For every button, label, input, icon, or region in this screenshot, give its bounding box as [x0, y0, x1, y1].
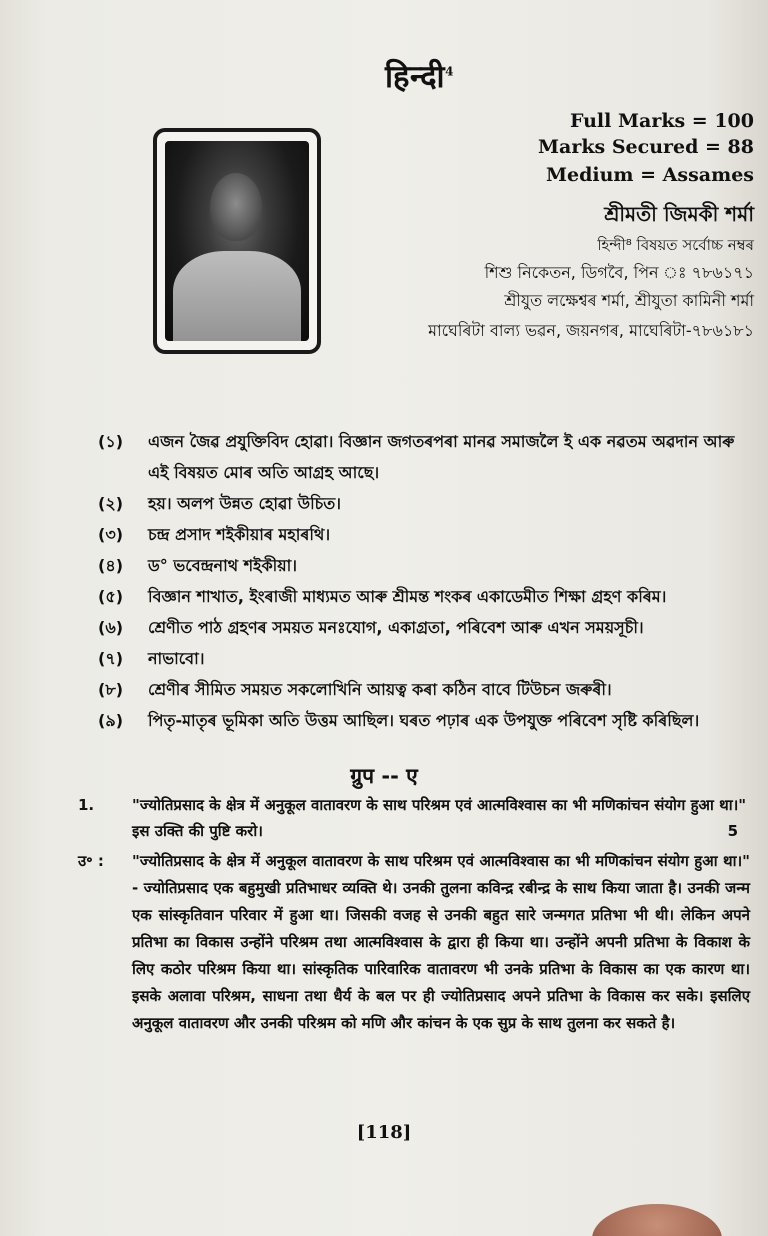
interview-answers: [98, 426, 758, 736]
answer-text: বিজ্ঞান শাখাত, ইংৰাজী মাধ্যমত আৰু শ্ৰীমন্ত শংকৰ একাডেমীত শিক্ষা গ্ৰহণ কৰিম।: [148, 587, 667, 606]
answer-text: চন্দ্ৰ প্ৰসাদ শইকীয়াৰ মহাৰথি।: [148, 525, 331, 544]
subject-title-superscript: 4: [445, 64, 454, 79]
solution-label: उ॰ :: [78, 852, 104, 870]
answer-text: হয়। অলপ উন্নত হোৱা উচিত।: [148, 494, 342, 513]
answer-text: নাভাবো।: [148, 649, 205, 668]
question-text: "ज्योतिप्रसाद के क्षेत्र में अनुकूल वातावरण के साथ परिश्रम एवं आत्मविश्वास का भी मणिकांचन संयोग हुआ था।" इस उक्ति की पुष्टि करो।: [132, 796, 747, 840]
full-marks: Full Marks = 100: [569, 110, 754, 132]
student-school: শিশু নিকেতন, ডিগবৈ, পিন ঃ ৭৮৬১৭১: [484, 263, 754, 282]
solution-text: "ज्योतिप्रसाद के क्षेत्र में अनुकूल वातावरण के साथ परिश्रम एवं आत्मविश्वास का भी मणिकांचन संयोग हुआ था।" - ज्योतिप्रसाद एक बहुमुखी प्रतिभाधर व्यक्ति थे। उनकी तुलना कविन्द्र रबीन्द्र के साथ किया जाता है। उनकी जन्म एक सांस्कृतिवान परिवार में हुआ था। जिसकी वजह से उनकी बहुत सारे जन्मगत प्रतिभा भी थी। लेकिन अपने प्रतिभा का विकास उन्होंने परिश्रम तथा आत्मविश्वास के द्वारा ही किया था। उन्होंने अपनी प्रतिभा के विकाश के लिए कठोर परिश्रम किया था। सांस्कृतिक पारिवारिक वातावरण भी उनके प्रतिभा के विकास का एक कारण था। इसके अलावा परिश्रम, साधना तथा धैर्य के बल पर ही ज्योतिप्रसाद अपने प्रतिभा के विकास कर सके। इसलिए अनुकूल वातावरण और उनकी परिश्रम को मणि और कांचन के एक सुप्र के साथ तुलना कर सकते है।: [132, 852, 750, 1032]
student-photo: [165, 141, 309, 341]
question-block: [78, 792, 750, 844]
thumb-image: [592, 1204, 722, 1236]
subject-title-text: हिन्दी: [385, 59, 446, 95]
subject-title: [385, 55, 454, 97]
answer-item: [98, 488, 758, 519]
answer-item: [98, 581, 758, 612]
answer-item: [98, 612, 758, 643]
answer-text: ড° ভবেন্দ্ৰনাথ শইকীয়া।: [148, 556, 298, 575]
answer-item: [98, 643, 758, 674]
student-photo-frame: [153, 128, 321, 354]
student-achievement: হিন্দী⁸ বিষয়ত সৰ্বোচ্চ নম্বৰ: [597, 236, 754, 254]
student-address: মাঘেৰিটা বাল্য ভৱন, জয়নগৰ, মাঘেৰিটা-৭৮৬১৮১: [428, 321, 754, 340]
page-number: [118]: [356, 1122, 412, 1143]
answer-item: [98, 426, 758, 488]
question-number: 1.: [78, 796, 95, 814]
marks-block: [538, 108, 754, 160]
solution-block: [78, 848, 750, 1037]
student-name: শ্ৰীমতী জিমকী শৰ্মা: [604, 202, 754, 226]
marks-secured: Marks Secured = 88: [538, 136, 754, 158]
answer-number: (৮): [98, 680, 124, 699]
answer-number: (৬): [98, 618, 124, 637]
answer-text: শ্ৰেণীত পাঠ গ্ৰহণৰ সময়ত মনঃযোগ, একাগ্ৰতা, পৰিবেশ আৰু এখন সময়সূচী।: [148, 618, 644, 637]
answer-item: [98, 674, 758, 705]
medium: Medium = Assames: [545, 164, 754, 186]
answer-item: [98, 705, 758, 736]
answer-item: [98, 519, 758, 550]
student-parents: শ্ৰীযুত লক্ষেশ্বৰ শৰ্মা, শ্ৰীযুতা কামিনী শৰ্মা: [504, 291, 754, 310]
answer-item: [98, 550, 758, 581]
answer-number: (৪): [98, 556, 124, 575]
photo-shirt: [173, 251, 301, 341]
answer-number: (৭): [98, 649, 124, 668]
answer-number: (২): [98, 494, 124, 513]
question-marks: 5: [727, 822, 738, 840]
answer-text: শ্ৰেণীৰ সীমিত সময়ত সকলোখিনি আয়ত্ব কৰা কঠিন বাবে টিউচন জৰুৰী।: [148, 680, 612, 699]
answer-text: এজন জৈৱ প্ৰযুক্তিবিদ হোৱা। বিজ্ঞান জগতৰপৰা মানৱ সমাজলৈ ই এক নৱতম অৱদান আৰু এই বিষয়ত মোৰ অতি আগ্ৰহ আছে।: [148, 432, 735, 482]
group-heading: ग्रुप -- ए: [350, 764, 418, 788]
answer-number: (৫): [98, 587, 124, 606]
answer-number: (৩): [98, 525, 124, 544]
answer-number: (১): [98, 432, 124, 451]
answer-number: (৯): [98, 711, 124, 730]
photo-head: [210, 173, 262, 241]
answer-text: পিতৃ-মাতৃৰ ভূমিকা অতি উত্তম আছিল। ঘৰত পঢ়াৰ এক উপযুক্ত পৰিবেশ সৃষ্টি কৰিছিল।: [148, 711, 700, 730]
